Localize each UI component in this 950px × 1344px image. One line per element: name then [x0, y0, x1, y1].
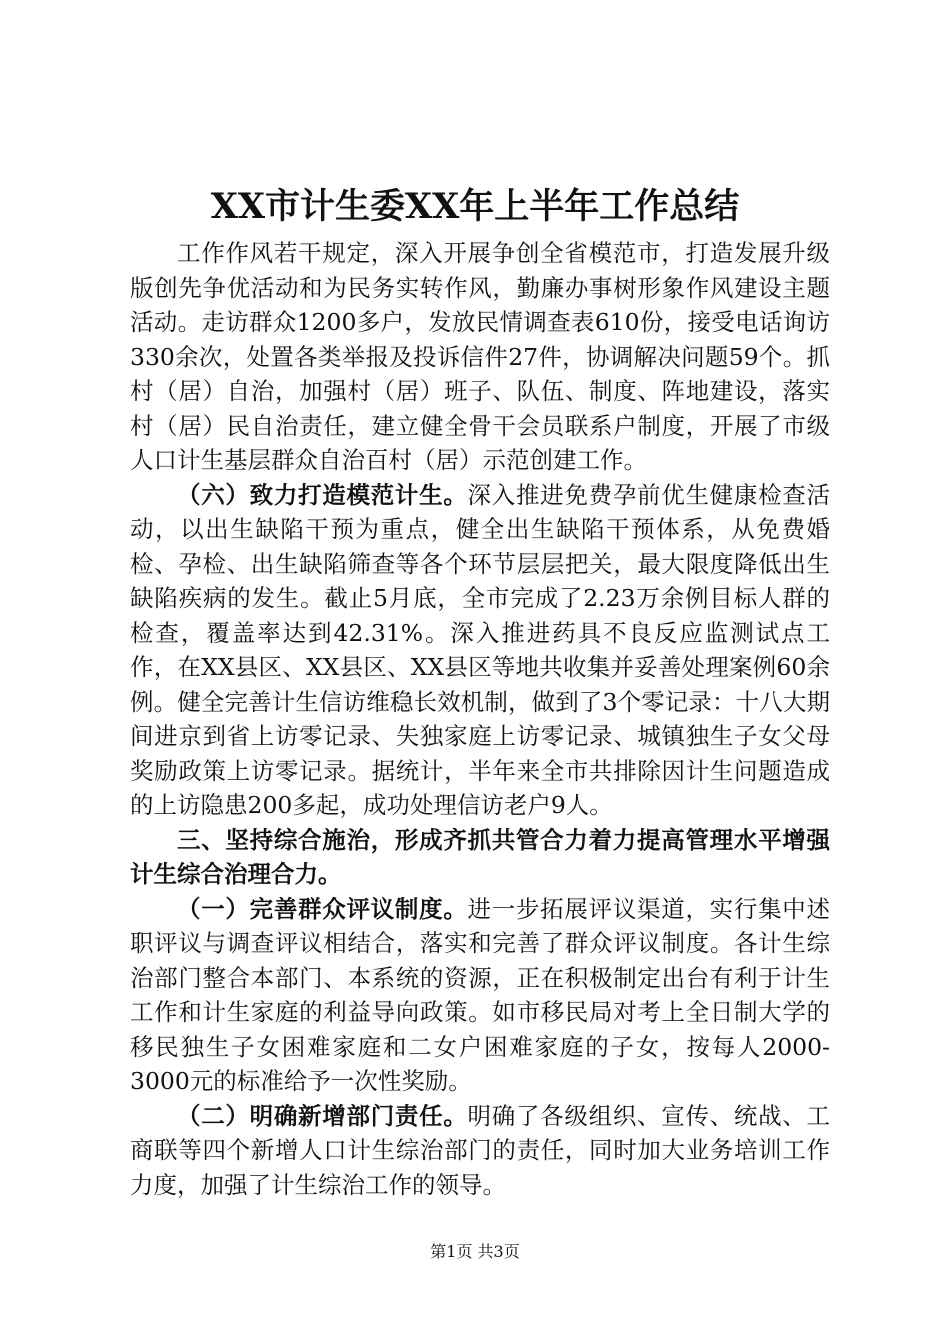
paragraph-text: 深入推进免费孕前优生健康检查活动，以出生缺陷干预为重点，健全出生缺陷干预体系，从免费婚检、孕检、出生缺陷筛查等各个环节层层把关，最大限度降低出生缺陷疾病的发生。截止5月底，全市完成了2.23万余例目标人群的检查，覆盖率达到42.31%。深入推进药具不良反应监测试点工作，在XX县区、XX县区、XX县区等地共收集并妥善处理案例60余例。健全完善计生信访维稳长效机制，做到了3个零记录：十八大期间进京到省上访零记录、失独家庭上访零记录、城镇独生子女父母奖励政策上访零记录。据统计，半年来全市共排除因计生问题造成的上访隐患200多起，成功处理信访老户9人。: [130, 480, 831, 819]
paragraph-heading: （六）致力打造模范计生。: [177, 480, 468, 509]
paragraph-heading: （一）完善群众评议制度。: [177, 894, 468, 923]
paragraph-model-family-planning: [130, 478, 830, 823]
section-heading: 三、坚持综合施治，形成齐抓共管合力着力提高管理水平增强计生综合治理合力。: [130, 825, 830, 888]
paragraph-text: 明确了各级组织、宣传、统战、工商联等四个新增人口计生综治部门的责任，同时加大业务培训工作力度，加强了计生综治工作的领导。: [130, 1101, 831, 1199]
document-title: XX市计生委XX年上半年工作总结: [210, 186, 740, 227]
paragraph-text: 进一步拓展评议渠道，实行集中述职评议与调查评议相结合，落实和完善了群众评议制度。各计生综治部门整合本部门、本系统的资源，正在积极制定出台有利于计生工作和计生家庭的利益导向政策。如市移民局对考上全日制大学的移民独生子女困难家庭和二女户困难家庭的子女，按每人2000-3000元的标准给予一次性奖励。: [130, 894, 831, 1095]
paragraph-department-responsibility: [130, 1099, 830, 1203]
paragraph-intro: [130, 236, 830, 478]
paragraph-text: 工作作风若干规定，深入开展争创全省模范市，打造发展升级版创先争优活动和为民务实转作风，勤廉办事树形象作风建设主题活动。走访群众1200多户，发放民情调查表610份，接受电话询访330余次，处置各类举报及投诉信件27件，协调解决问题59个。抓村（居）自治，加强村（居）班子、队伍、制度、阵地建设，落实村（居）民自治责任，建立健全骨干会员联系户制度，开展了市级人口计生基层群众自治百村（居）示范创建工作。: [130, 239, 830, 474]
document-body: [130, 236, 830, 1202]
paragraph-public-review: [130, 892, 830, 1099]
section-heading-three: [130, 823, 830, 892]
page-footer: 第1页 共3页: [430, 1242, 520, 1261]
paragraph-heading: （二）明确新增部门责任。: [177, 1101, 468, 1130]
